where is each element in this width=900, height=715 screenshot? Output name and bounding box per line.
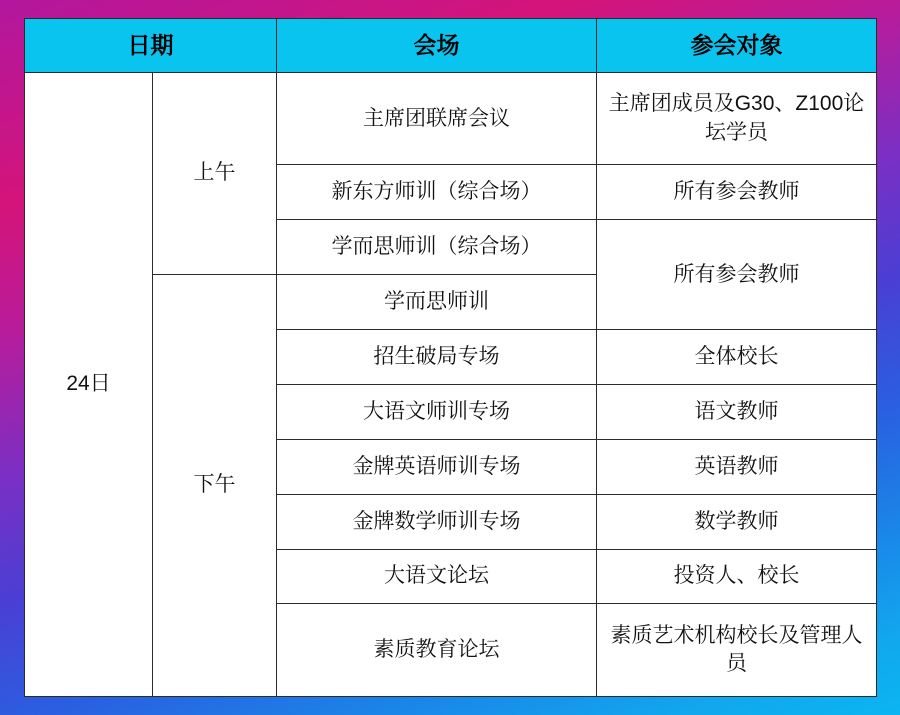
cell-venue: 学而思师训 [277, 275, 597, 330]
cell-venue: 大语文师训专场 [277, 384, 597, 439]
cell-venue: 主席团联席会议 [277, 73, 597, 165]
cell-date: 24日 [25, 73, 153, 697]
header-venue: 会场 [277, 19, 597, 73]
cell-audience: 主席团成员及G30、Z100论坛学员 [597, 73, 877, 165]
cell-audience: 所有参会教师 [597, 220, 877, 330]
table-header [25, 19, 877, 73]
cell-audience: 语文教师 [597, 384, 877, 439]
cell-audience: 英语教师 [597, 439, 877, 494]
cell-venue: 新东方师训（综合场） [277, 165, 597, 220]
cell-venue: 学而思师训（综合场） [277, 220, 597, 275]
cell-venue: 素质教育论坛 [277, 604, 597, 697]
cell-half-afternoon: 下午 [153, 275, 277, 697]
table-row [25, 73, 877, 165]
cell-audience: 投资人、校长 [597, 549, 877, 604]
cell-audience: 所有参会教师 [597, 165, 877, 220]
cell-audience: 数学教师 [597, 494, 877, 549]
cell-audience: 全体校长 [597, 330, 877, 385]
header-audience: 参会对象 [597, 19, 877, 73]
schedule-table [24, 18, 877, 697]
cell-venue: 金牌英语师训专场 [277, 439, 597, 494]
cell-venue: 大语文论坛 [277, 549, 597, 604]
cell-half-morning: 上午 [153, 73, 277, 275]
header-row [25, 19, 877, 73]
cell-venue: 金牌数学师训专场 [277, 494, 597, 549]
cell-venue: 招生破局专场 [277, 330, 597, 385]
header-date: 日期 [25, 19, 277, 73]
table-body [25, 73, 877, 697]
schedule-table-container [24, 18, 876, 697]
cell-audience: 素质艺术机构校长及管理人员 [597, 604, 877, 697]
